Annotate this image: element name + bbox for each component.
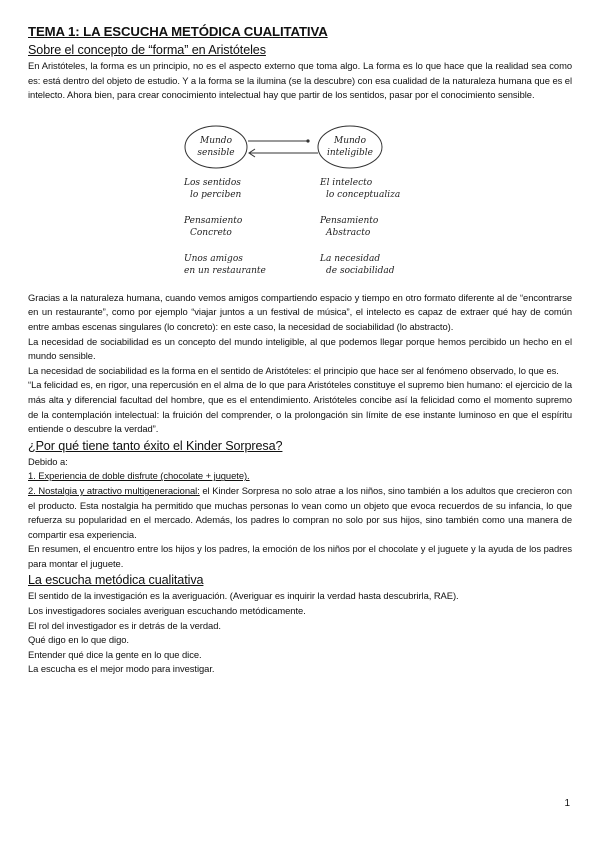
section-heading-kinder: ¿Por qué tiene tanto éxito el Kinder Sorpresa? — [28, 438, 283, 453]
right-item-3-line1: La necesidad — [320, 253, 381, 264]
left-item-3-line2: en un restaurante — [184, 265, 266, 276]
section-heading-forma: Sobre el concepto de “forma” en Aristóteles — [28, 43, 266, 57]
right-circle-line2: inteligible — [327, 147, 373, 158]
right-item-1-line1: El intelecto — [320, 177, 373, 188]
left-circle-line1: Mundo — [200, 135, 232, 146]
diagram-right-circle — [318, 126, 382, 168]
line: Los investigadores sociales averiguan escuchando metódicamente. — [28, 605, 306, 617]
left-circle-line2: sensible — [197, 147, 235, 158]
right-item-2-line2: Abstracto — [326, 227, 371, 238]
line: Entender qué dice la gente en lo que dice. — [28, 648, 202, 660]
left-item-2-line1: Pensamiento — [184, 215, 243, 226]
paragraph: En Aristóteles, la forma es un principio, no es el aspecto externo que toma algo. La forma es lo que hace que la realidad sea como es: está dentro del objeto de estudio. Y a la forma se la ilumina (se la descubre) con esa cualidad de la naturaleza humana que es el intelecto. Ahora bien, para crear conocimiento intelectual hay que partir de los sentidos, pasar por el conocimiento sensible. — [28, 60, 572, 101]
left-item-3-line1: Unos amigos — [184, 253, 243, 264]
diagram-left-circle — [185, 126, 247, 168]
page-number: 1 — [564, 798, 570, 809]
paragraph: En resumen, el encuentro entre los hijos y los padres, la emoción de los niños por el chocolate y el juguete y la ayuda de los padres para montar el juguete. — [28, 543, 572, 569]
paragraph: Debido a: — [28, 455, 68, 467]
line: El sentido de la investigación es la averiguación. (Averiguar es inquirir la verdad hasta descubrirla, RAE). — [28, 590, 459, 602]
left-item-1-line1: Los sentidos — [184, 177, 241, 188]
list-item-text: el Kinder Sorpresa no solo atrae a los niños, sino también a los adultos que crecieron con el producto. Esta nostalgia ha permitido que muchas personas lo vean como un objeto que evoca recuerdos de su infancia, lo que refuerza su popularidad en el mercado. Además, los padres lo compran no solo por sus hijos, sino también como una manera de compartir esa experiencia. — [28, 484, 573, 540]
document-page — [28, 24, 572, 677]
left-item-1-line2: lo perciben — [190, 189, 242, 200]
handwritten-diagram — [180, 109, 420, 285]
quote-paragraph: “La felicidad es, en rigor, una repercusión en el alma de lo que para Aristóteles constituye el supremo bien humano: el ejercicio de la más alta y diferencial facultad del hombre, que es el entendimiento. Aristóteles concibe así la felicidad como el momento supremo de la contemplación intelectual: la fruición del comprender, o la prolongación sin límite de ese instante luminoso en que el espíritu entiende o descubre la verdad”. — [28, 379, 572, 435]
section-heading-escucha: La escucha metódica cualitativa — [28, 573, 204, 588]
list-item-text: 1. Experiencia de doble disfrute (chocolate + juguete). — [28, 470, 250, 482]
page-title: TEMA 1: LA ESCUCHA METÓDICA CUALITATIVA — [28, 24, 328, 39]
line: El rol del investigador es ir detrás de la verdad. — [28, 619, 221, 631]
list-item — [28, 469, 572, 484]
line: La escucha es el mejor modo para investigar. — [28, 663, 215, 675]
right-item-1-line2: lo conceptualiza — [326, 189, 401, 200]
right-item-3-line2: de sociabilidad — [326, 265, 395, 276]
right-item-2-line1: Pensamiento — [320, 215, 379, 226]
paragraph: Gracias a la naturaleza humana, cuando vemos amigos compartiendo espacio y tiempo en otro formato diferente al de “encontrarse en un restaurante”, como por ejemplo “viajar juntos a un festival de música”, el intelecto es capaz de extraer qué hay de común entre ambas escenas singulares (lo concreto): en este caso, la necesidad de sociabilidad (lo abstracto). — [28, 291, 572, 332]
list-item — [28, 484, 572, 542]
left-item-2-line2: Concreto — [190, 227, 232, 238]
paragraph: La necesidad de sociabilidad es un concepto del mundo inteligible, al que podemos llegar porque hemos percibido un hecho en el mundo sensible. — [28, 335, 572, 362]
paragraph: La necesidad de sociabilidad es la forma en el sentido de Aristóteles: el principio que hace ser al fenómeno observado, lo que es. — [28, 364, 559, 376]
diagram-arrows — [248, 139, 318, 157]
line: Qué digo en lo que digo. — [28, 634, 129, 646]
right-circle-line1: Mundo — [334, 135, 366, 146]
list-item-label: 2. Nostalgia y atractivo multigeneracional: — [28, 484, 200, 496]
